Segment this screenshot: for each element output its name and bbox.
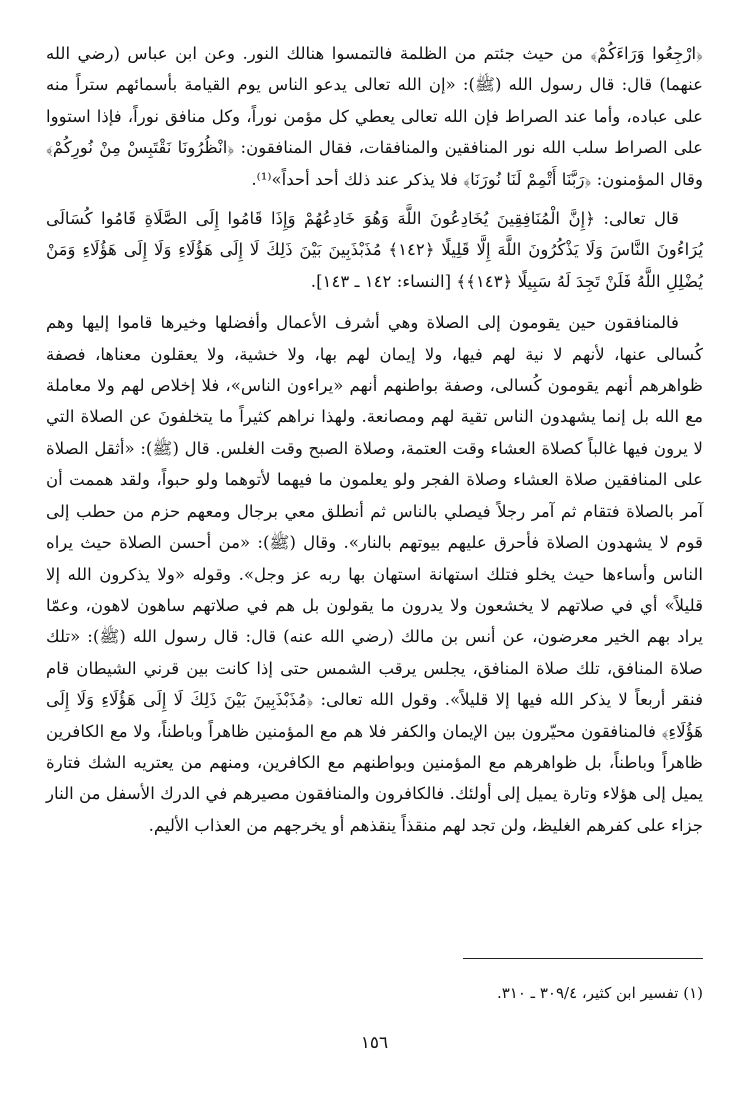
footnote-separator	[463, 958, 703, 959]
main-text	[46, 38, 703, 841]
paragraph-hadith-light: ﴿ارْجِعُوا وَرَاءَكُمْ﴾ من حيث جئتم من الظلمة فالتمسوا هنالك النور. وعن ابن عباس (رضي الله عنهما) قال: قال رسول الله (ﷺ): «إن الله تعالى يدعو الناس يوم القيامة بأسمائهم ستراً منه على عباده، وأما عند الصراط فإن الله تعالى يعطي كل مؤمن نوراً، وكل منافق نوراً، فإذا استووا على الصراط سلب الله نور المنافقين والمنافقات، فقال المنافقون: ﴿انْظُرُونَا نَقْتَبِسْ مِنْ نُورِكُمْ﴾ وقال المؤمنون: ﴿رَبَّنَا أَتْمِمْ لَنَا نُورَنَا﴾ فلا يذكر عند ذلك أحد أحداً»⁽¹⁾.	[46, 44, 703, 189]
footnote: (١) تفسير ابن كثير، ٣٠٩/٤ ـ ٣١٠.	[496, 984, 703, 1002]
paragraph-quran-verse: قال تعالى: ﴿إِنَّ الْمُنَافِقِينَ يُخَادِعُونَ اللَّهَ وَهُوَ خَادِعُهُمْ وَإِذَا قَامُوا إِلَى الصَّلَاةِ قَامُوا كُسَالَى يُرَاءُونَ النَّاسَ وَلَا يَذْكُرُونَ اللَّهَ إِلَّا قَلِيلًا ﴿١٤٢﴾ مُذَبْذَبِينَ بَيْنَ ذَلِكَ لَا إِلَى هَؤُلَاءِ وَلَا إِلَى هَؤُلَاءِ وَمَنْ يُضْلِلِ اللَّهُ فَلَنْ تَجِدَ لَهُ سَبِيلًا ﴿١٤٣﴾﴾ [النساء: ١٤٢ ـ ١٤٣].	[46, 209, 703, 291]
paragraph-commentary: فالمنافقون حين يقومون إلى الصلاة وهي أشرف الأعمال وأفضلها وخيرها قاموا إليها وهم كُسالى عنها، لأنهم لا نية لهم فيها، ولا إيمان لهم بها، ولا خشية، ولا يعقلون معناها، فصفة ظواهرهم أنهم يقومون كُسالى، وصفة بواطنهم أنهم «يراءون الناس»، فلا إخلاص لهم ولا معاملة مع الله بل إنما يشهدون الناس تقية لهم ومصانعة. ولهذا نراهم كثيراً ما يتخلفونَ عن الصلاة التي لا يرون فيها غالباً كصلاة العشاء وقت العتمة، وصلاة الصبح وقت الغلس. قال (ﷺ): «أثقل الصلاة على المنافقين صلاة العشاء وصلاة الفجر ولو يعلمون ما فيهما لأتوهما ولو حبواً، ولقد هممت أن آمر بالصلاة فتقام ثم آمر رجلاً فيصلي بالناس ثم أنطلق معي برجال ومعهم حزم من حطب إلى قوم لا يشهدون الصلاة فأحرق عليهم بيوتهم بالنار». وقال (ﷺ): «من أحسن الصلاة حيث يراه الناس وأساءها حيث يخلو فتلك استهانة استهان بها ربه عز وجل». وقوله «ولا يذكرون الله إلا قليلاً» أي في صلاتهم لا يخشعون ولا يدرون ما يقولون بل هم في صلاتهم ساهون لاهون، وعمّا يراد بهم الخير معرضون، عن أنس بن مالك (رضي الله عنه) قال: قال رسول الله (ﷺ): «تلك صلاة المنافق، تلك صلاة المنافق، يجلس يرقب الشمس حتى إذا كانت بين قرني الشيطان قام فنقر أربعاً لا يذكر الله فيها إلا قليلاً». وقول الله تعالى: ﴿مُذَبْذَبِينَ بَيْنَ ذَلِكَ لَا إِلَى هَؤُلَاءِ وَلَا إِلَى هَؤُلَاءِ﴾ فالمنافقون محيّرون بين الإيمان والكفر فلا هم مع المؤمنين ظاهراً وباطناً، ولا مع الكافرين ظاهراً وباطناً، بل ظواهرهم مع المؤمنين وبواطنهم مع الكافرين، ومنهم من يعتريه الشك فتارة يميل إلى هؤلاء وتارة يميل إلى أولئك. فالكافرون والمنافقون مصيرهم في الدرك الأسفل من النار جزاء على كفرهم الغليظ، ولن تجد لهم منقذاً ينقذهم أو يخرجهم من العذاب الأليم.	[46, 313, 703, 835]
page-number: ١٥٦	[360, 1033, 389, 1053]
